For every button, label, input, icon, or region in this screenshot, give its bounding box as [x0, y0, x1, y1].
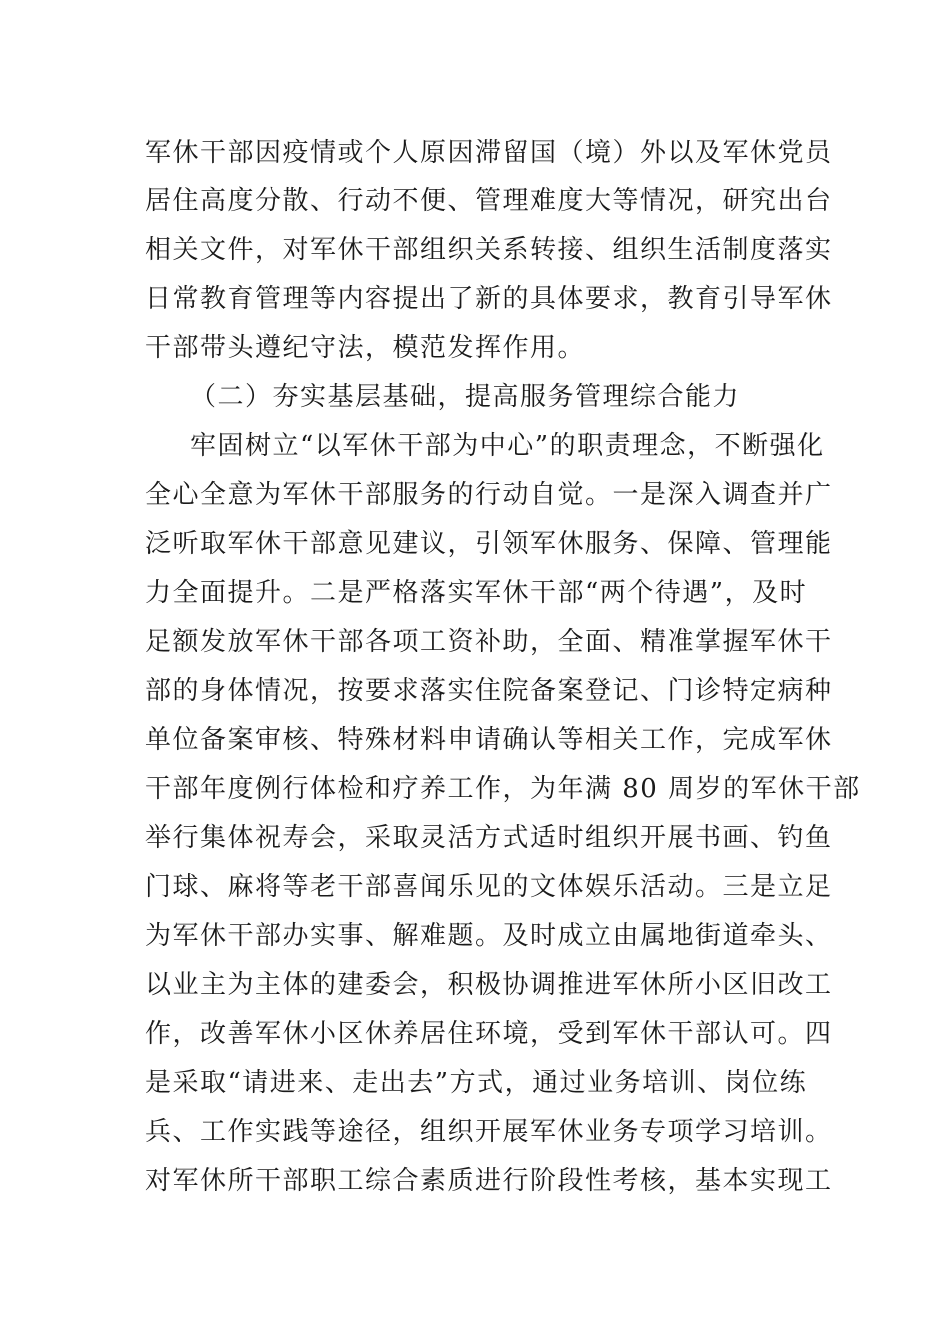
text-line: 作，改善军休小区休养居住环境，受到军休干部认可。四: [145, 1019, 833, 1049]
text-line: 泛听取军休干部意见建议，引领军休服务、保障、管理能: [145, 529, 833, 559]
text-line: 居住高度分散、行动不便、管理难度大等情况，研究出台: [145, 186, 833, 216]
text-line: 是采取“请进来、走出去”方式，通过业务培训、岗位练: [145, 1068, 808, 1098]
text-line: 对军休所干部职工综合素质进行阶段性考核，基本实现工: [145, 1166, 833, 1196]
text-line: 干部年度例行体检和疗养工作，为年满 80 周岁的军休干部: [145, 774, 861, 804]
paragraph-first-line: 牢固树立“以军休干部为中心”的职责理念，不断强化: [190, 431, 825, 461]
text-line: 力全面提升。二是严格落实军休干部“两个待遇”，及时: [145, 578, 808, 608]
text-line: 兵、工作实践等途径，组织开展军休业务专项学习培训。: [145, 1117, 833, 1147]
text-line: 军休干部因疫情或个人原因滞留国（境）外以及军休党员: [145, 138, 833, 168]
text-line: 部的身体情况，按要求落实住院备案登记、门诊特定病种: [145, 676, 833, 706]
section-heading: （二）夯实基层基础，提高服务管理综合能力: [190, 382, 741, 412]
text-line: 单位备案审核、特殊材料申请确认等相关工作，完成军休: [145, 725, 833, 755]
text-line: 日常教育管理等内容提出了新的具体要求，教育引导军休: [145, 284, 833, 314]
text-line: 门球、麻将等老干部喜闻乐见的文体娱乐活动。三是立足: [145, 872, 833, 902]
text-line: 以业主为主体的建委会，积极协调推进军休所小区旧改工: [145, 970, 833, 1000]
text-line: 为军休干部办实事、解难题。及时成立由属地街道牵头、: [145, 921, 833, 951]
text-line: 足额发放军休干部各项工资补助，全面、精准掌握军休干: [145, 627, 833, 657]
text-line: 相关文件，对军休干部组织关系转接、组织生活制度落实: [145, 235, 833, 265]
text-line: 干部带头遵纪守法，模范发挥作用。: [145, 333, 586, 363]
text-line: 全心全意为军休干部服务的行动自觉。一是深入调查并广: [145, 480, 833, 510]
text-line: 举行集体祝寿会，采取灵活方式适时组织开展书画、钓鱼: [145, 823, 833, 853]
